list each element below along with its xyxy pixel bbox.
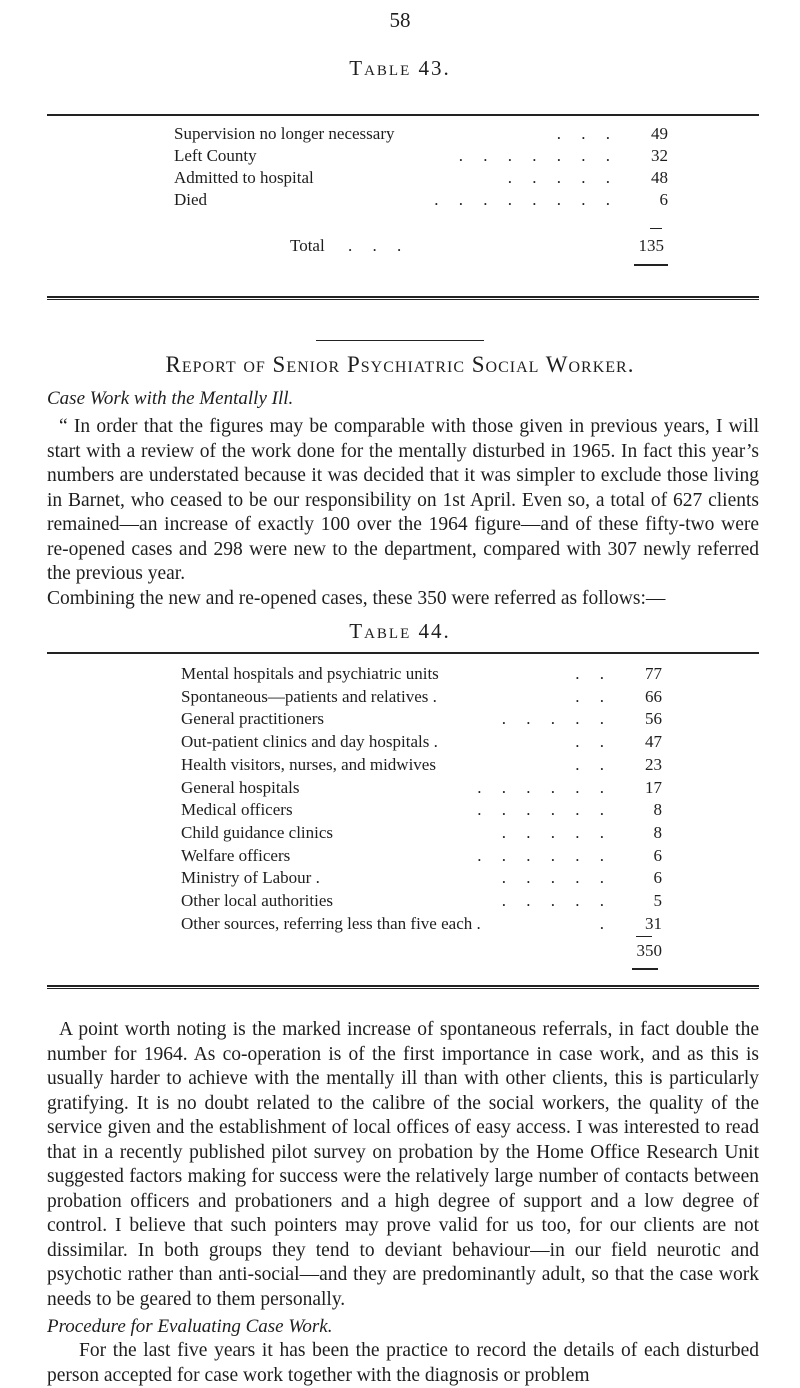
table-43-row-label: Left County	[174, 146, 257, 165]
table-44-sum-rule	[636, 936, 652, 937]
table-44-bottom-rule-2	[47, 988, 759, 989]
table-44-row-dots: . .	[575, 754, 612, 774]
table-44-top-rule	[47, 652, 759, 654]
table-44-row-dots: . .	[575, 732, 612, 752]
table-43-row-dots: . . . . . . . .	[434, 190, 618, 209]
paragraph-review-text: “ In order that the figures may be comparable with those given in previous years, I will start with a review of the work done for the mentally disturbed in 1965. In fact this year’s numbers are understated because it was decided that it was simpler to exclude those living in Barnet, who ceased to be our responsibility on 1st April. Even so, a total of 627 clients remained—an increase of exactly 100 over the 1964 figure—and of these fifty-two were re-opened cases and 298 were new to the department, compared with 307 newly referred the previous year.	[47, 416, 759, 584]
table-44-row-value: 56	[645, 709, 662, 729]
table-43-total-label: Total	[290, 236, 325, 255]
table-44-row-dots: . . . . . .	[477, 800, 612, 820]
paragraph-review	[47, 415, 759, 611]
table-43-total-value: 135	[638, 236, 664, 255]
table-44-row-dots: . . . . .	[501, 709, 612, 729]
table-43-sum-rule	[650, 228, 662, 229]
table-44-row-label: Welfare officers	[181, 845, 291, 865]
table-44-row-value: 77	[645, 664, 662, 683]
table-44-row-dots: . .	[575, 664, 612, 683]
table-44-row-label: Mental hospitals and psychiatric units	[181, 664, 439, 683]
section-divider	[316, 340, 484, 341]
table-43-row-value: 49	[651, 124, 668, 143]
report-heading: Report of Senior Psychiatric Social Worker.	[165, 352, 635, 377]
paragraph-spontaneous-text: A point worth noting is the marked increase of spontaneous referrals, in fact double the number for 1964. As co-operation is of the first importance in case work, and as this is usually harder to achieve with the mentally ill than with other clients, this is particularly gratifying. It is no doubt related to the calibre of the social workers, the quality of the service given and the establishment of local offices of easy access. I was interested to read that in a recently published pilot survey on probation by the Home Office Research Unit suggested factors making for success were the relatively large number of contacts between probation officers and probationers and a high degree of support and a low degree of control. I believe that such pointers may prove valid for us too, for our clients are not dissimilar. In both groups they tend to deviant behaviour—in our field neurotic and psychotic rather than anti-social—and they are predominantly adult, so that the case work needs to be geared to them personally.	[47, 1019, 759, 1310]
table-44-row-label: Other sources, referring less than five each .	[181, 913, 481, 933]
table-43-row-label: Died	[174, 190, 208, 209]
table-44-row-value: 31	[645, 913, 662, 933]
paragraph-spontaneous-referrals	[47, 1018, 759, 1312]
table-44-row-label: Other local authorities	[181, 891, 334, 910]
table-44-row-value: 66	[645, 686, 662, 706]
table-44-row-label: Medical officers	[181, 800, 293, 820]
section-title-case-work: Case Work with the Mentally Ill.	[47, 388, 294, 409]
table-43-row-dots: . . .	[556, 124, 618, 143]
table-43-title: Table 43.	[349, 56, 451, 80]
table-43-bottom-rule	[47, 296, 759, 298]
table-44-row-value: 23	[645, 754, 662, 774]
table-44-total-value: 350	[636, 941, 662, 960]
table-44-row-value: 5	[653, 891, 662, 910]
paragraph-procedure	[47, 1339, 759, 1388]
table-44-row-dots: . .	[575, 686, 612, 706]
table-43-total-underline	[634, 264, 668, 266]
table-43-row-value: 6	[659, 190, 668, 209]
table-44-row-label: Child guidance clinics	[181, 822, 334, 842]
table-43-top-rule	[47, 114, 759, 116]
table-44-row-label: Out-patient clinics and day hospitals .	[181, 732, 438, 752]
table-44-row-value: 47	[645, 732, 662, 752]
table-44-title: Table 44.	[349, 619, 451, 643]
table-44-row-dots: .	[599, 913, 612, 933]
table-44-row-value: 6	[653, 845, 662, 865]
table-44-row-value: 8	[653, 800, 662, 820]
table-43-row-label: Admitted to hospital	[174, 168, 314, 187]
table-44-row-value: 6	[653, 868, 662, 888]
table-44-row-label: Ministry of Labour .	[181, 868, 320, 888]
table-43-total-dots: . . .	[348, 236, 410, 255]
table-44-row-dots: . . . . .	[501, 891, 612, 910]
table-44-row-label: General hospitals	[181, 777, 300, 797]
table-43-row-value: 48	[651, 168, 668, 187]
table-44-row-dots: . . . . . .	[477, 777, 612, 797]
section-title-procedure: Procedure for Evaluating Case Work.	[47, 1316, 333, 1337]
table-44-row-label: Health visitors, nurses, and midwives	[181, 754, 436, 774]
table-44-row-label: Spontaneous—patients and relatives .	[181, 686, 437, 706]
table-43-row-value: 32	[651, 146, 668, 165]
table-43-row-dots: . . . . . . .	[458, 146, 618, 165]
paragraph-combining-text: Combining the new and re-opened cases, these 350 were referred as follows:—	[47, 587, 666, 609]
table-44-row-value: 8	[653, 822, 662, 842]
table-44-row-dots: . . . . .	[501, 822, 612, 842]
table-43-bottom-rule-2	[47, 299, 759, 300]
table-44-row-dots: . . . . . .	[477, 845, 612, 865]
table-44-row-value: 17	[645, 777, 662, 797]
table-44-row-dots: . . . . .	[501, 868, 612, 888]
paragraph-procedure-text: For the last five years it has been the practice to record the details of each disturbed person accepted for case work together with the diagnosis or problem	[47, 1340, 759, 1386]
table-43-row-label: Supervision no longer necessary	[174, 124, 395, 143]
table-44-bottom-rule	[47, 985, 759, 987]
table-44-row-label: General practitioners	[181, 709, 325, 729]
table-43-row-dots: . . . . .	[507, 168, 618, 187]
page-number: 58	[389, 8, 411, 32]
table-44-total-underline	[632, 968, 658, 970]
